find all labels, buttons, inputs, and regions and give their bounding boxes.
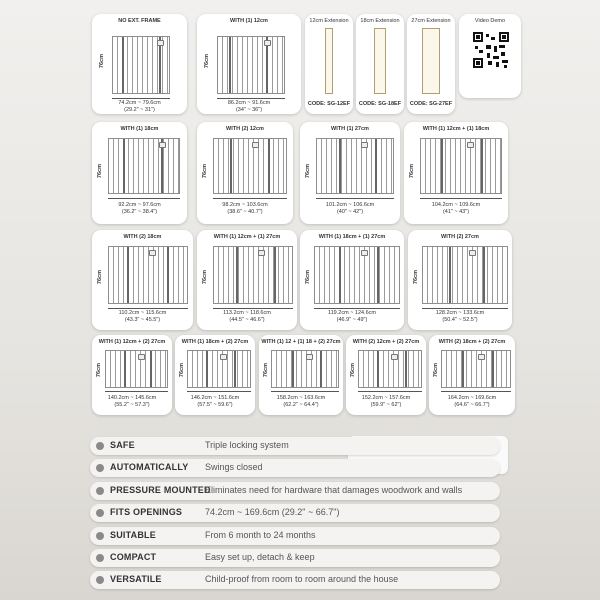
feature-label: PRESSURE MOUNTED <box>110 485 211 495</box>
gate-height: 76cm <box>202 164 208 179</box>
width-dimension-line <box>358 391 422 392</box>
bullet-icon <box>96 464 104 472</box>
gate-height: 76cm <box>97 270 103 285</box>
extension-card-18 <box>356 14 404 114</box>
gate-height: 76cm <box>204 54 210 69</box>
gate-measurement <box>197 100 301 113</box>
gate-title: WITH (1) 12cm + (1) 27cm <box>213 234 281 240</box>
gate-title: WITH (1) 12 + (1) 18 + (2) 27cm <box>261 339 341 345</box>
gate-card-1-12-1-27 <box>197 230 297 330</box>
gate-title: WITH (1) 27cm <box>331 126 369 132</box>
width-dimension-line <box>420 198 502 199</box>
gate-measurement <box>259 395 343 408</box>
feature-row-pressure <box>90 482 500 500</box>
video-demo-label: Video Demo <box>474 18 506 24</box>
gate-measurement <box>300 310 404 323</box>
gate-card-2-27 <box>408 230 512 330</box>
gate-height: 76cm <box>263 363 269 378</box>
feature-row-safe <box>90 437 500 455</box>
feature-desc: Triple locking system <box>205 440 289 450</box>
gate-drawing <box>213 138 287 194</box>
feature-desc: Child-proof from room to room around the house <box>205 574 399 584</box>
gate-title: NO EXT. FRAME <box>118 18 161 24</box>
bullet-icon <box>96 442 104 450</box>
width-dimension-line <box>105 391 168 392</box>
gate-range: 74.2cm ~ 79.6cm <box>118 100 161 106</box>
gate-range-inch: (57.5" ~ 59.6") <box>197 401 233 408</box>
gate-range: 146.2cm ~ 151.6cm <box>190 395 240 401</box>
extension-code: CODE: SG-12EF <box>307 101 351 107</box>
extension-code: CODE: SG-18EF <box>358 101 402 107</box>
gate-measurement <box>92 100 187 113</box>
feature-label: VERSATILE <box>110 574 162 584</box>
gate-range: 140.2cm ~ 145.6cm <box>107 395 157 401</box>
extension-drawing <box>374 28 386 94</box>
gate-drawing <box>213 246 293 304</box>
width-dimension-line <box>213 198 287 199</box>
extension-title: 12cm Extension <box>309 18 349 24</box>
width-dimension-line <box>187 391 251 392</box>
gate-measurement <box>92 395 172 408</box>
gate-drawing <box>105 350 168 388</box>
gate-drawing <box>314 246 400 304</box>
gate-card-1-18 <box>92 122 187 224</box>
width-dimension-line <box>213 308 293 309</box>
gate-range: 158.2cm ~ 163.6cm <box>276 395 326 401</box>
feature-label: AUTOMATICALLY <box>110 462 189 472</box>
gate-range-inch: (55.2" ~ 57.3") <box>114 401 150 408</box>
gate-title: WITH (2) 12cm <box>226 126 264 132</box>
gate-range: 98.2cm ~ 103.6cm <box>222 202 268 208</box>
feature-row-suitable <box>90 527 500 545</box>
gate-range-inch: (62.2" ~ 64.4") <box>283 401 319 408</box>
gate-measurement <box>404 202 508 215</box>
gate-range-inch: (41" ~ 43") <box>442 208 470 215</box>
extension-card-12 <box>305 14 353 114</box>
feature-desc: From 6 month to 24 months <box>205 530 316 540</box>
extension-card-27 <box>407 14 455 114</box>
width-dimension-line <box>108 198 180 199</box>
video-demo-card[interactable] <box>459 14 521 98</box>
feature-row-fits <box>90 504 500 522</box>
gate-drawing <box>316 138 394 194</box>
feature-row-automatically <box>90 459 500 477</box>
gate-range: 113.2cm ~ 118.6cm <box>223 310 271 316</box>
width-dimension-line <box>316 198 394 199</box>
gate-range: 104.2cm ~ 109.6cm <box>431 202 481 208</box>
extension-title: 27cm Extension <box>411 18 451 24</box>
gate-range: 164.2cm ~ 169.6cm <box>447 395 497 401</box>
gate-title: WITH (1) 12cm + (2) 27cm <box>98 339 166 345</box>
width-dimension-line <box>271 391 339 392</box>
gate-card-1-27 <box>300 122 400 224</box>
gate-range: 128.2cm ~ 133.6cm <box>435 310 485 316</box>
gate-range-inch: (38.6" ~ 40.7") <box>227 208 263 215</box>
width-dimension-line <box>108 308 188 309</box>
gate-measurement <box>197 310 297 323</box>
gate-drawing <box>420 138 502 194</box>
feature-label: SUITABLE <box>110 530 156 540</box>
gate-range: 86.2cm ~ 91.6cm <box>227 100 271 106</box>
gate-title: WITH (1) 18cm + (2) 27cm <box>181 339 249 345</box>
feature-row-compact <box>90 549 500 567</box>
width-dimension-line <box>422 308 508 309</box>
gate-card-1-12-1-18 <box>404 122 508 224</box>
gate-card-2-12 <box>197 122 293 224</box>
bullet-icon <box>96 509 104 517</box>
gate-range: 92.2cm ~ 97.6cm <box>118 202 161 208</box>
gate-drawing <box>187 350 251 388</box>
gate-drawing <box>108 138 180 194</box>
gate-height: 76cm <box>179 363 185 378</box>
bullet-icon <box>96 576 104 584</box>
gate-measurement <box>175 395 255 408</box>
width-dimension-line <box>112 98 170 99</box>
gate-card-no-ext <box>92 14 187 114</box>
gate-range: 152.2cm ~ 157.6cm <box>361 395 411 401</box>
gate-card-2-18-2-27 <box>429 335 515 415</box>
gate-drawing <box>271 350 339 388</box>
gate-range-inch: (50.4" ~ 52.5") <box>442 316 478 323</box>
gate-drawing <box>422 246 508 304</box>
gate-card-1-18-2-27 <box>175 335 255 415</box>
feature-row-versatile <box>90 571 500 589</box>
gate-drawing <box>108 246 188 304</box>
gate-title: WITH (1) 12cm <box>230 18 268 24</box>
gate-title: WITH (1) 18cm + (1) 27cm <box>318 234 386 240</box>
width-dimension-line <box>314 308 400 309</box>
gate-range-inch: (36.2" ~ 38.4") <box>121 208 158 215</box>
feature-label: FITS OPENINGS <box>110 507 183 517</box>
gate-measurement <box>346 395 426 408</box>
bullet-icon <box>96 487 104 495</box>
gate-range-inch: (34" ~ 36") <box>235 106 263 113</box>
gate-title: WITH (2) 18cm <box>123 234 162 240</box>
gate-drawing <box>217 36 285 94</box>
gate-measurement <box>300 202 400 215</box>
width-dimension-line <box>441 391 511 392</box>
bullet-icon <box>96 532 104 540</box>
gate-card-1-12-2-27 <box>92 335 172 415</box>
gate-measurement <box>92 310 193 323</box>
gate-title: WITH (1) 12cm + (1) 18cm <box>422 126 490 132</box>
gate-height: 76cm <box>99 54 105 69</box>
gate-height: 76cm <box>202 270 208 285</box>
gate-title: WITH (1) 18cm <box>120 126 159 132</box>
feature-desc: Swings closed <box>205 462 263 472</box>
gate-range-inch: (46.9" ~ 49") <box>336 316 368 323</box>
gate-card-1-12 <box>197 14 301 114</box>
gate-range-inch: (40" ~ 42") <box>336 208 364 215</box>
gate-card-1-18-1-27 <box>300 230 404 330</box>
extension-title: 18cm Extension <box>360 18 400 24</box>
gate-height: 76cm <box>305 270 311 285</box>
gate-measurement <box>92 202 187 215</box>
gate-drawing <box>112 36 170 94</box>
gate-range-inch: (44.5" ~ 46.6") <box>229 316 265 323</box>
gate-drawing <box>441 350 511 388</box>
gate-height: 76cm <box>409 164 415 179</box>
extension-drawing <box>325 28 333 94</box>
gate-title: WITH (2) 12cm + (2) 27cm <box>352 339 420 345</box>
gate-height: 76cm <box>350 363 356 378</box>
bullet-icon <box>96 554 104 562</box>
feature-desc: 74.2cm ~ 169.6cm (29.2" ~ 66.7") <box>205 507 340 517</box>
gate-title: WITH (2) 27cm <box>441 234 479 240</box>
gate-range: 110.2cm ~ 115.6cm <box>118 310 167 316</box>
extension-code: CODE: SG-27EF <box>409 101 453 107</box>
width-dimension-line <box>217 98 285 99</box>
gate-height: 76cm <box>97 164 103 179</box>
gate-card-2-18 <box>92 230 193 330</box>
extension-drawing <box>422 28 440 94</box>
gate-height: 76cm <box>433 363 439 378</box>
gate-measurement <box>408 310 512 323</box>
gate-card-2-12-2-27 <box>346 335 426 415</box>
gate-card-1-12-1-18-2-27 <box>259 335 343 415</box>
gate-range-inch: (29.2" ~ 31") <box>124 106 155 113</box>
gate-measurement <box>197 202 293 215</box>
qr-code-icon[interactable] <box>473 32 509 68</box>
gate-range: 119.2cm ~ 124.6cm <box>327 310 377 316</box>
feature-desc: Easy set up, detach & keep <box>205 552 315 562</box>
gate-range-inch: (64.6" ~ 66.7") <box>454 401 490 408</box>
gate-range: 101.2cm ~ 106.6cm <box>325 202 375 208</box>
gate-height: 76cm <box>413 270 419 285</box>
gate-height: 76cm <box>305 164 311 179</box>
gate-drawing <box>358 350 422 388</box>
gate-title: WITH (2) 18cm + (2) 27cm <box>438 339 506 345</box>
feature-label: COMPACT <box>110 552 157 562</box>
gate-measurement <box>429 395 515 408</box>
gate-range-inch: (59.9" ~ 62") <box>370 401 402 408</box>
feature-label: SAFE <box>110 440 135 450</box>
gate-range-inch: (43.3" ~ 45.5") <box>124 316 161 323</box>
gate-height: 76cm <box>96 363 102 378</box>
feature-desc: Eliminates need for hardware that damages woodwork and walls <box>205 485 463 495</box>
